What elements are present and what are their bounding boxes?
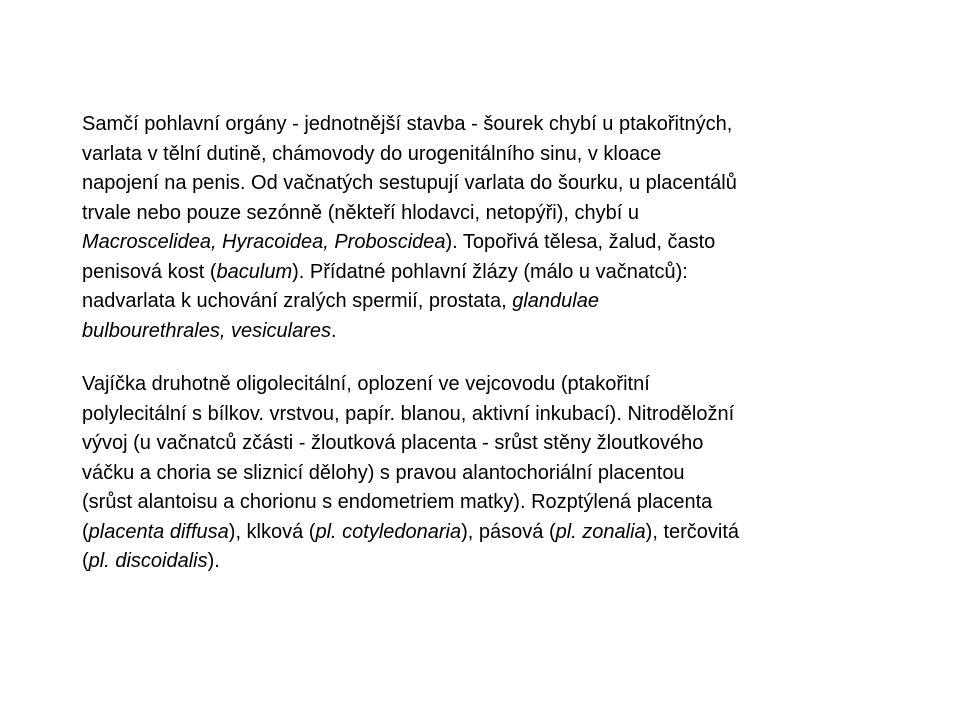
text-run: ( xyxy=(82,520,89,543)
paragraph-eggs-placenta xyxy=(82,370,882,577)
italic-text-run: pl. discoidalis xyxy=(88,550,208,572)
text-run: (srůst alantoisu a chorionu s endometriem matky). Rozptýlená placenta xyxy=(82,491,713,513)
italic-text-run: pl. cotyledonaria xyxy=(315,520,462,543)
text-run: ). xyxy=(207,550,220,572)
italic-text-run: baculum xyxy=(216,260,293,283)
italic-text-run: Macroscelidea, Hyracoidea, Proboscidea xyxy=(82,231,446,253)
text-line xyxy=(82,228,882,258)
text-run: ), klková ( xyxy=(228,520,316,543)
text-run: ( xyxy=(82,550,89,572)
text-run: ). Topořivá tělesa, žalud, často xyxy=(445,231,716,253)
italic-text-run: bulbourethrales, vesiculares xyxy=(82,319,332,342)
text-line xyxy=(82,488,882,518)
text-run: váčku a choria se sliznicí dělohy) s pravou alantochoriální placentou xyxy=(82,461,685,484)
text-run: varlata v tělní dutině, chámovody do urogenitálního sinu, v kloace xyxy=(82,142,662,165)
text-line xyxy=(82,518,882,548)
text-run: Vajíčka druhotně oligolecitální, oplození ve vejcovodu (ptakořitní xyxy=(82,373,650,395)
text-line xyxy=(82,317,882,347)
text-run: vývoj (u vačnatců zčásti - žloutková placenta - srůst stěny žloutkového xyxy=(82,432,704,454)
text-run: nadvarlata k uchování zralých spermií, prostata, xyxy=(82,290,513,312)
text-run: trvale nebo pouze sezónně (někteří hlodavci, netopýři), chybí u xyxy=(82,201,639,224)
italic-text-run: pl. zonalia xyxy=(555,520,646,543)
text-line xyxy=(82,459,882,489)
text-line xyxy=(82,287,882,317)
text-run: napojení na penis. Od vačnatých sestupují varlata do šourku, u placentálů xyxy=(82,172,737,194)
text-run: Samčí pohlavní orgány - jednotnější stavba - šourek chybí u ptakořitných, xyxy=(82,113,733,135)
text-line xyxy=(82,258,882,288)
text-run: ), terčovitá xyxy=(645,520,740,543)
text-line xyxy=(82,169,882,199)
text-run: ). Přídatné pohlavní žlázy (málo u vačnatců): xyxy=(292,260,688,283)
text-line xyxy=(82,400,882,430)
text-line xyxy=(82,370,882,400)
text-line xyxy=(82,199,882,229)
text-line xyxy=(82,429,882,459)
text-line xyxy=(82,140,882,170)
italic-text-run: placenta diffusa xyxy=(88,520,229,543)
text-line xyxy=(82,110,882,140)
text-run: penisová kost ( xyxy=(82,260,217,283)
text-run: . xyxy=(331,319,337,342)
italic-text-run: glandulae xyxy=(512,290,599,312)
text-run: ), pásová ( xyxy=(461,520,556,543)
paragraph-male-organs xyxy=(82,110,882,346)
text-run: polylecitální s bílkov. vrstvou, papír. blanou, aktivní inkubací). Nitroděložní xyxy=(82,402,735,425)
text-line xyxy=(82,547,882,577)
